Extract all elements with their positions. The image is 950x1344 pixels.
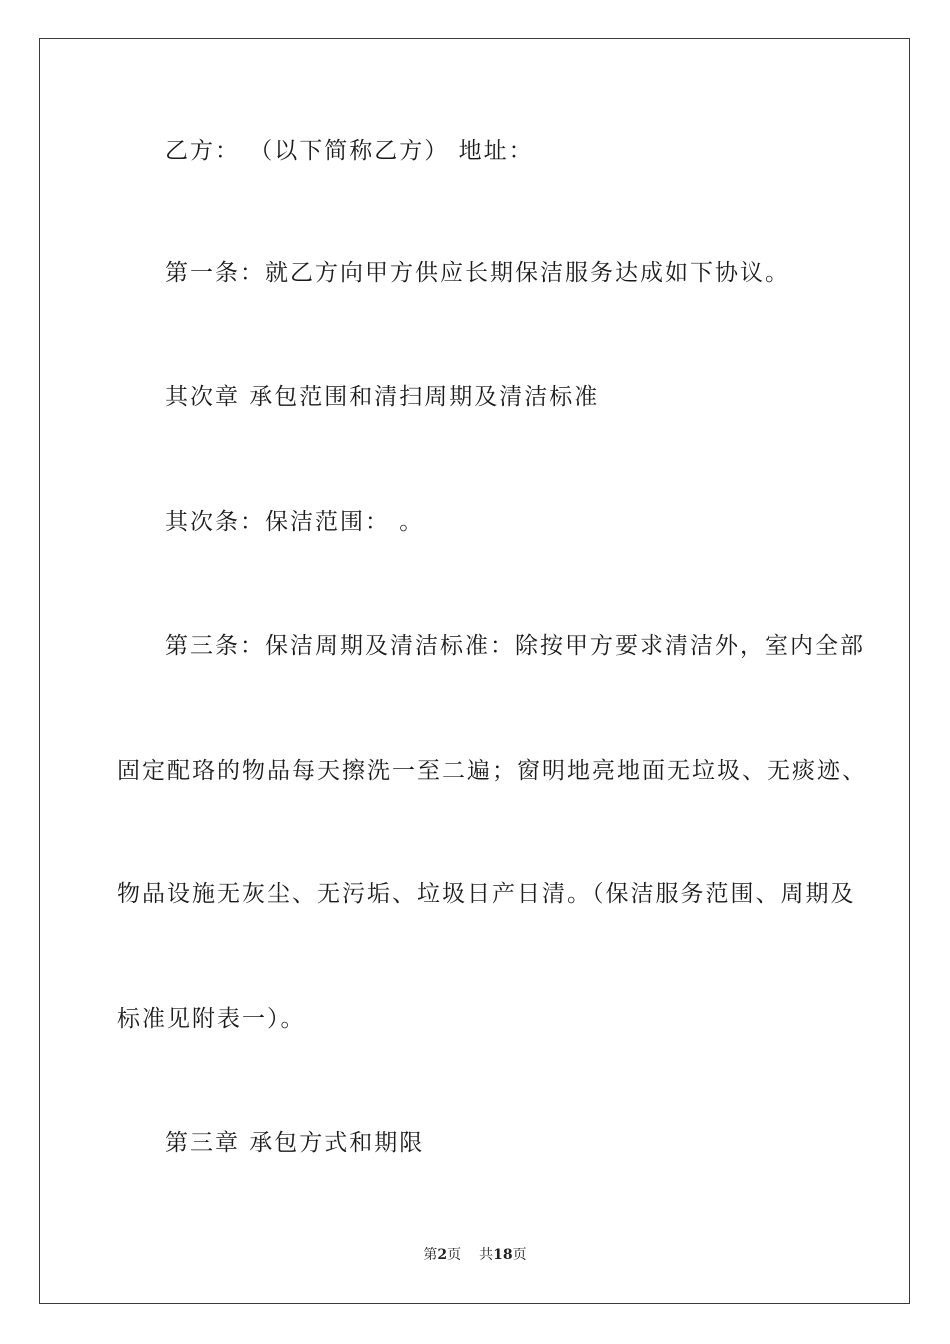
footer-page-prefix: 第	[423, 1247, 438, 1263]
footer-page-total: 18	[493, 1247, 513, 1263]
article-1: 第一条：就乙方向甲方供应长期保洁服务达成如下协议。	[165, 260, 790, 286]
footer-page-current: 2	[437, 1247, 448, 1263]
party-b-line: 乙方： （以下简称乙方） 地址：	[165, 138, 534, 164]
page-border	[39, 38, 910, 1304]
article-3-line-1: 第三条：保洁周期及清洁标准：除按甲方要求清洁外，室内全部	[165, 633, 865, 659]
footer-total-suffix: 页	[512, 1247, 527, 1263]
article-3-line-2: 固定配珞的物品每天擦洗一至二遍；窗明地亮地面无垃圾、无痰迹、	[117, 758, 867, 784]
chapter-3-heading: 第三章 承包方式和期限	[165, 1130, 425, 1156]
footer-page-suffix: 页	[447, 1247, 462, 1263]
article-2: 其次条：保洁范围： 。	[165, 509, 425, 535]
footer-total-prefix: 共	[479, 1247, 494, 1263]
page-footer	[0, 1246, 950, 1264]
article-3-line-4: 标准见附表一）。	[117, 1006, 306, 1032]
chapter-2-heading: 其次章 承包范围和清扫周期及清洁标准	[165, 384, 600, 410]
article-3-line-3: 物品设施无灰尘、无污垢、垃圾日产日清。（保洁服务范围、周期及	[117, 881, 856, 907]
